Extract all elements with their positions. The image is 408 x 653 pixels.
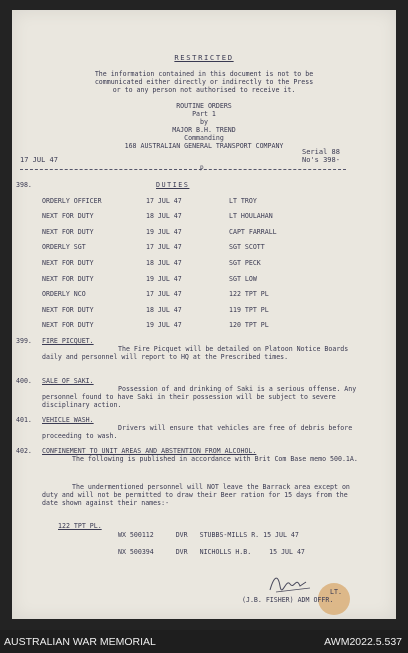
document-page <box>12 10 396 619</box>
restricted-heading: RESTRICTED <box>174 53 234 62</box>
duty-person: SGT SCOTT <box>229 243 265 251</box>
duty-person: LT TROY <box>229 197 257 205</box>
heading-commanding: Commanding <box>184 134 224 142</box>
heading-part: Part 1 <box>192 110 216 118</box>
duty-person: 119 TPT PL <box>229 306 269 314</box>
order-text: Drivers will ensure that vehicles are free of debris before proceeding to wash. <box>42 424 353 440</box>
heading-by: by <box>200 118 208 126</box>
order-title: SALE OF SAKI. <box>42 377 94 385</box>
duty-date: 18 JUL 47 <box>146 212 182 220</box>
duty-date: 17 JUL 47 <box>146 290 182 298</box>
confinement-unit: 122 TPT PL. <box>58 522 102 530</box>
divider-line <box>20 169 346 170</box>
handwritten-signature <box>266 570 318 596</box>
order-title: VEHICLE WASH. <box>42 416 94 424</box>
divider-mark: p <box>200 164 204 171</box>
duty-row <box>42 275 342 285</box>
duty-role: NEXT FOR DUTY <box>42 321 94 329</box>
duty-row <box>42 306 342 316</box>
order-number: 401. <box>16 416 32 424</box>
confinement-row <box>118 531 299 539</box>
document-date: 17 JUL 47 <box>20 156 58 164</box>
duty-person: CAPT FARRALL <box>229 228 277 236</box>
duty-date: 17 JUL 47 <box>146 243 182 251</box>
rank: DVR <box>175 548 188 556</box>
order-title: FIRE PICQUET. <box>42 337 94 345</box>
duty-row <box>42 243 342 253</box>
notice-line-1: The information contained in this document is not to be <box>94 70 314 78</box>
duty-person: SGT LOW <box>229 275 257 283</box>
duty-person: SGT PECK <box>229 259 261 267</box>
duty-date: 19 JUL 47 <box>146 228 182 236</box>
soldier-name: NICHOLLS H.B. <box>199 548 252 556</box>
rank: DVR <box>175 531 188 539</box>
duties-number: 398. <box>16 181 32 189</box>
footer-institution: AUSTRALIAN WAR MEMORIAL <box>4 636 156 648</box>
order-number: 399. <box>16 337 32 345</box>
confinement-row <box>118 548 305 556</box>
confinement-date: 15 JUL 47 <box>269 548 305 556</box>
duties-title: DUTIES <box>156 181 190 189</box>
notice-line-2: communicated either directly or indirectly to the Press <box>94 78 314 86</box>
order-text: Possession of and drinking of Saki is a serious offense. Any personnel found to have Saki in their possession will be subject to severe disciplinary action. <box>42 385 357 409</box>
signature-rank: LT. <box>330 588 342 596</box>
duty-person: 122 TPT PL <box>229 290 269 298</box>
duty-date: 18 JUL 47 <box>146 259 182 267</box>
duty-row <box>42 228 342 238</box>
duty-date: 19 JUL 47 <box>146 321 182 329</box>
duty-date: 18 JUL 47 <box>146 306 182 314</box>
duty-role: NEXT FOR DUTY <box>42 259 94 267</box>
duty-role: NEXT FOR DUTY <box>42 275 94 283</box>
service-number: WX 500112 <box>118 531 154 539</box>
duty-role: ORDERLY NCO <box>42 290 86 298</box>
order-text: The following is published in accordance with Brit Com Base memo 500.1A. <box>72 455 358 463</box>
serial-number: Serial 88 <box>302 148 340 156</box>
order-text: The Fire Picquet will be detailed on Platoon Notice Boards daily and personnel will report to HQ at the Prescribed times. <box>42 345 349 361</box>
order-title: CONFINEMENT TO UNIT AREAS AND ABSTENTION FROM ALCOHOL. <box>42 447 257 455</box>
duty-row <box>42 197 342 207</box>
order-number: 400. <box>16 377 32 385</box>
duty-role: ORDERLY SGT <box>42 243 86 251</box>
duty-person: LT HOULAHAN <box>229 212 273 220</box>
soldier-name: STUBBS-MILLS R. <box>199 531 260 539</box>
duty-row <box>42 321 342 331</box>
heading-routine-orders: ROUTINE ORDERS <box>176 102 232 110</box>
duty-row <box>42 212 342 222</box>
duty-role: NEXT FOR DUTY <box>42 306 94 314</box>
confinement-date: 15 JUL 47 <box>263 531 299 539</box>
duty-row <box>42 259 342 269</box>
service-number: NX 500394 <box>118 548 154 556</box>
signature-name: (J.B. FISHER) ADM OFFR. <box>242 596 334 604</box>
duty-role: NEXT FOR DUTY <box>42 228 94 236</box>
duty-person: 120 TPT PL <box>229 321 269 329</box>
heading-unit: 168 AUSTRALIAN GENERAL TRANSPORT COMPANY <box>124 142 284 150</box>
duty-row <box>42 290 342 300</box>
heading-officer: MAJOR B.H. TREND <box>172 126 236 134</box>
duty-role: ORDERLY OFFICER <box>42 197 102 205</box>
order-number: 402. <box>16 447 32 455</box>
confinement-text: The undermentioned personnel will NOT leave the Barrack area except on duty and will not be permitted to draw their Beer ration for 15 days from the date shown against their names:- <box>42 483 350 507</box>
notice-line-3: or to any person not authorised to receive it. <box>112 86 296 94</box>
duty-role: NEXT FOR DUTY <box>42 212 94 220</box>
order-numbers: No's 398- <box>302 156 340 164</box>
duty-date: 17 JUL 47 <box>146 197 182 205</box>
duty-date: 19 JUL 47 <box>146 275 182 283</box>
footer-accession-number: AWM2022.5.537 <box>324 636 402 648</box>
archive-footer <box>0 630 408 653</box>
